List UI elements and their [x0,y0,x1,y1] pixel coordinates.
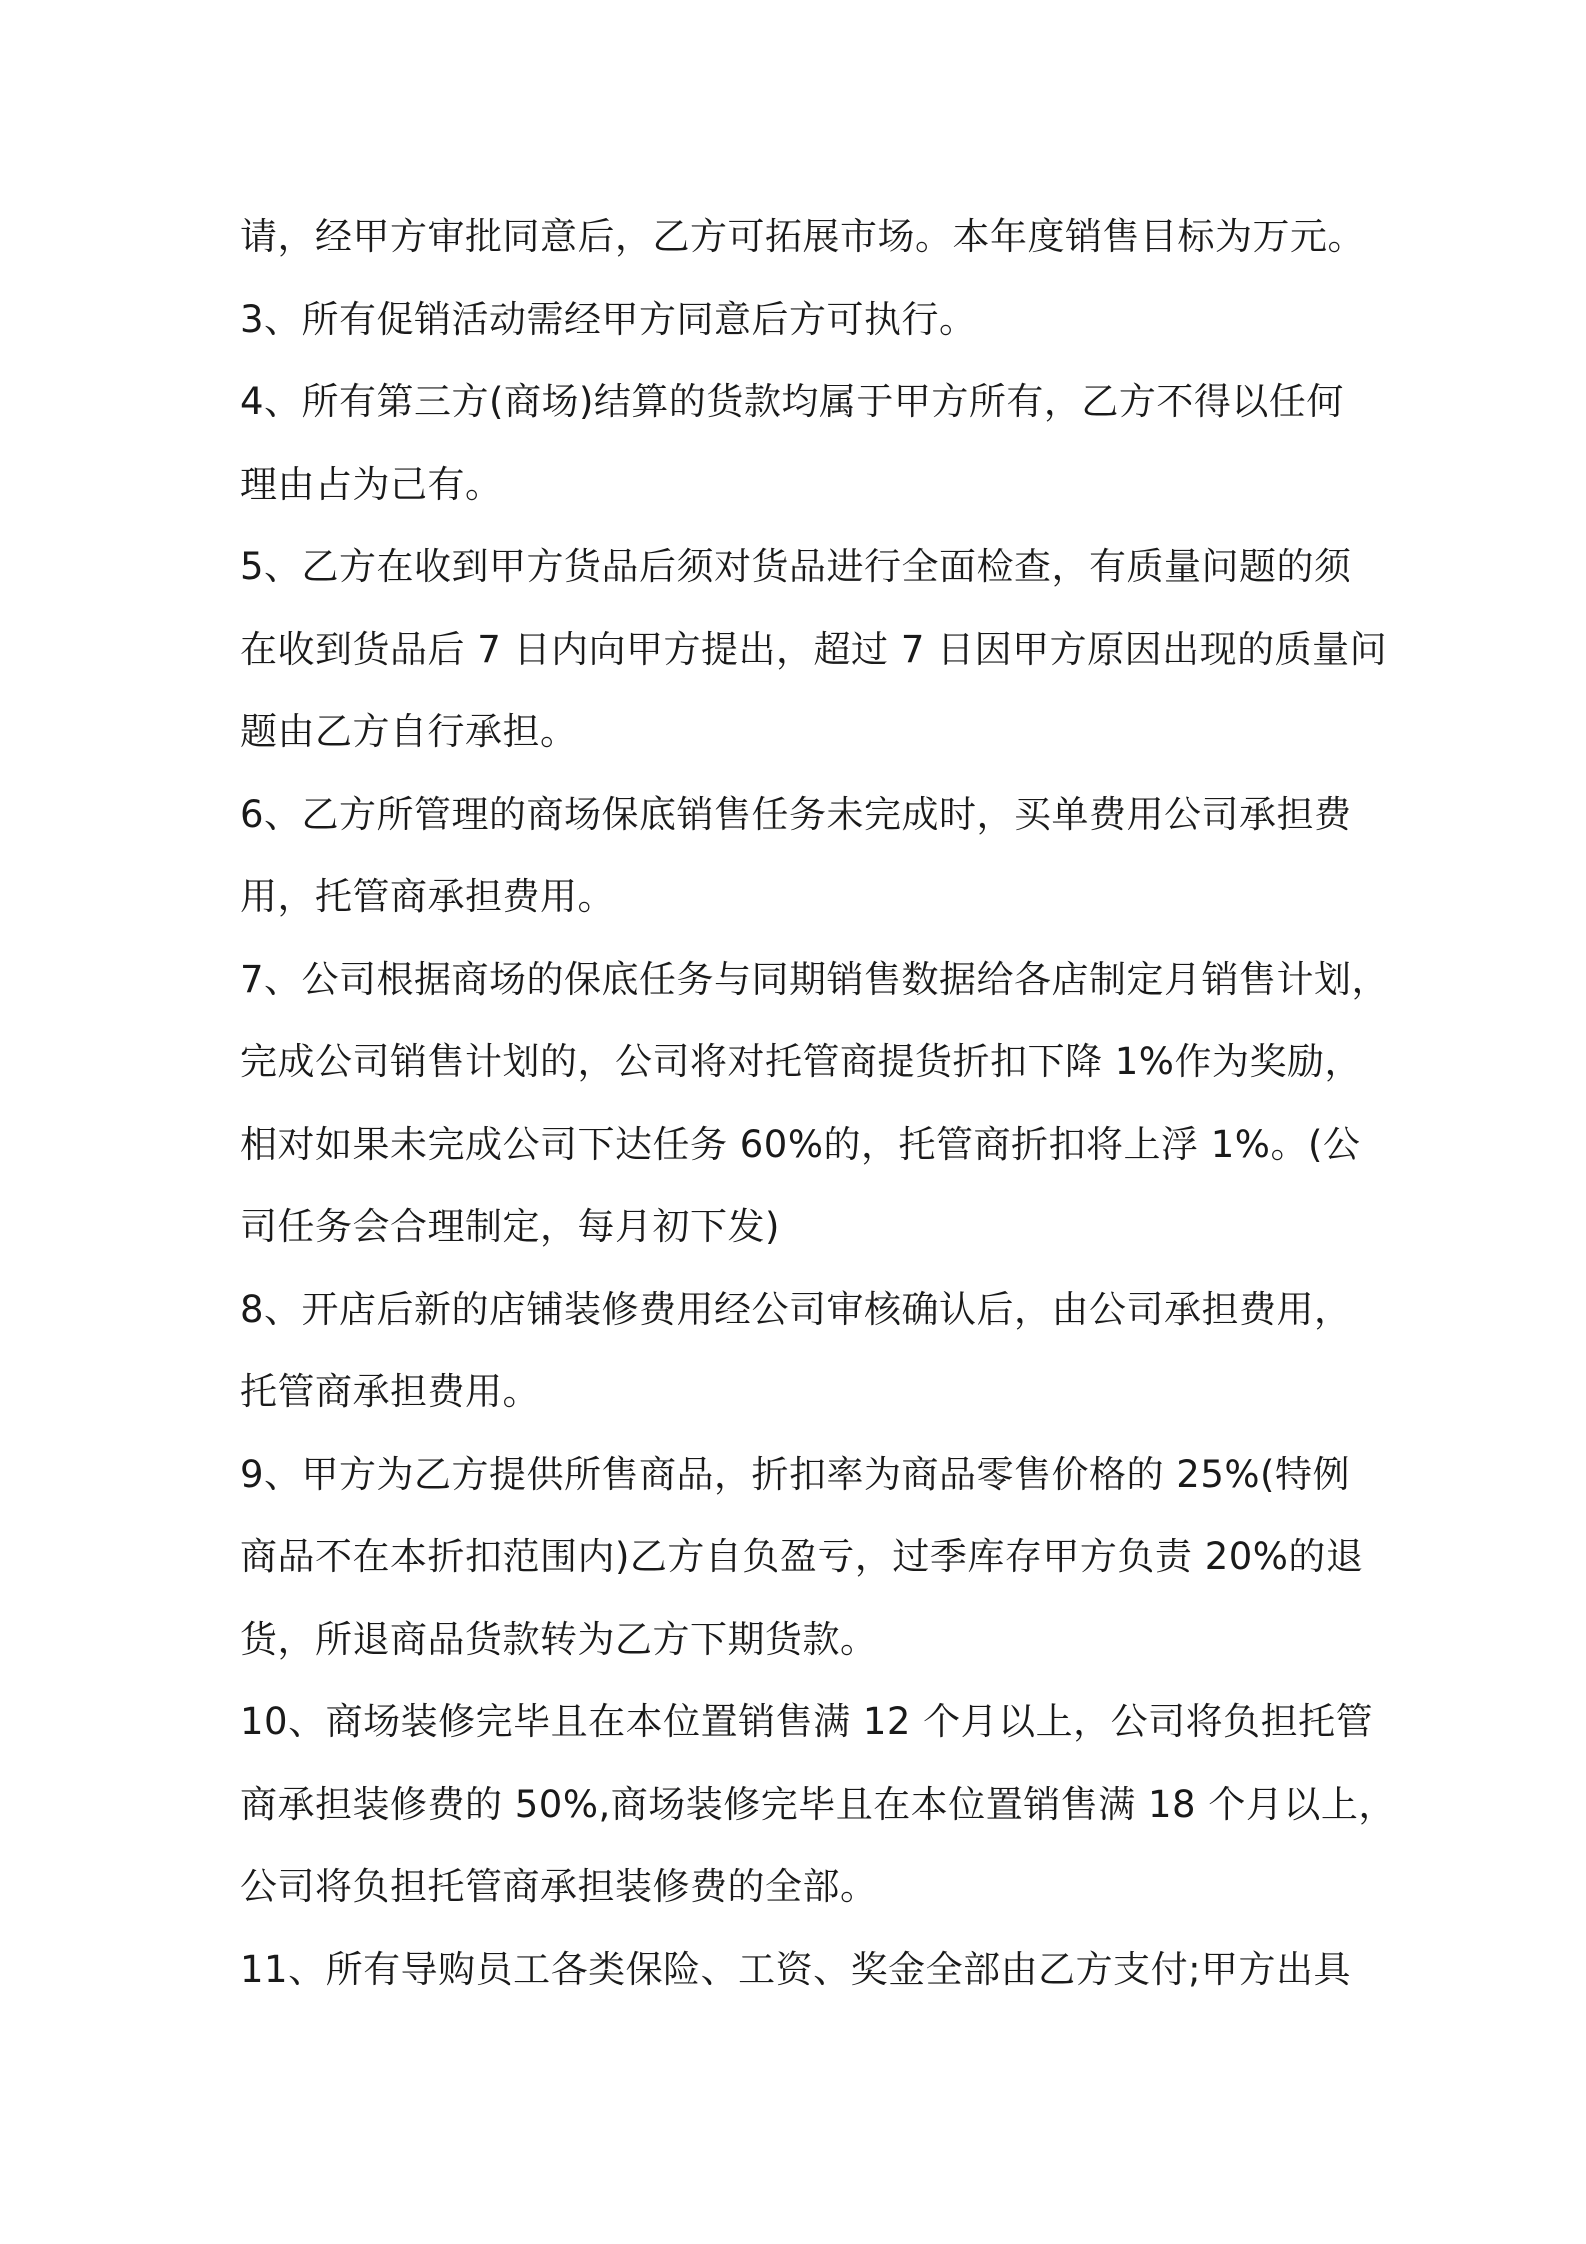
text-line: 3、所有促销活动需经甲方同意后方可执行。 [240,297,977,341]
text-line: 理由占为己有。 [240,462,503,506]
text-line: 11、所有导购员工各类保险、工资、奖金全部由乙方支付;甲方出具 [240,1947,1352,1991]
text-line: 5、乙方在收到甲方货品后须对货品进行全面检查，有质量问题的须 [240,545,1352,588]
text-line: 题由乙方自行承担。 [240,710,578,753]
text-line: 相对如果未完成公司下达任务 60%的，托管商折扣将上浮 1%。(公 [240,1122,1361,1166]
text-line: 公司将负担托管商承担装修费的全部。 [240,1865,878,1908]
text-line: 货，所退商品货款转为乙方下期货款。 [240,1617,878,1661]
text-line: 商品不在本折扣范围内)乙方自负盈亏，过季库存甲方负责 20%的退 [240,1535,1364,1578]
text-line: 10、商场装修完毕且在本位置销售满 12 个月以上，公司将负担托管 [240,1700,1374,1743]
text-line: 完成公司销售计划的，公司将对托管商提货折扣下降 1%作为奖励， [240,1040,1362,1083]
text-line: 8、开店后新的店铺装修费用经公司审核确认后，由公司承担费用， [240,1287,1352,1331]
text-line: 7、公司根据商场的保底任务与同期销售数据给各店制定月销售计划， [240,957,1390,1001]
text-line: 6、乙方所管理的商场保底销售任务未完成时，买单费用公司承担费 [240,792,1352,836]
text-line: 司任务会合理制定，每月初下发) [240,1205,780,1248]
text-line: 托管商承担费用。 [240,1370,540,1413]
text-line: 9、甲方为乙方提供所售商品，折扣率为商品零售价格的 25%(特例 [240,1452,1350,1496]
text-line: 在收到货品后 7 日内向甲方提出，超过 7 日因甲方原因出现的质量问 [240,627,1388,671]
text-line: 用，托管商承担费用。 [240,875,615,918]
text-line: 4、所有第三方(商场)结算的货款均属于甲方所有，乙方不得以任何 [240,380,1344,423]
text-line: 商承担装修费的 50%,商场装修完毕且在本位置销售满 18 个月以上， [240,1782,1396,1826]
text-line: 请，经甲方审批同意后，乙方可拓展市场。本年度销售目标为万元。 [240,215,1365,258]
document-body [240,196,1396,2011]
